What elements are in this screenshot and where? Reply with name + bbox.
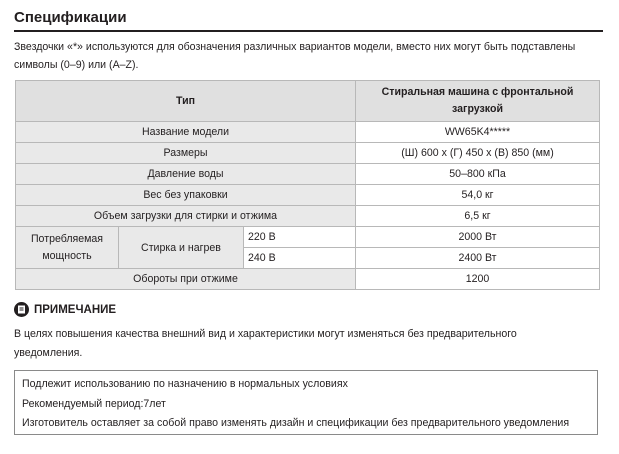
- header-machine-line-2: загрузкой: [452, 103, 503, 115]
- power-label-line-2: мощность: [42, 249, 92, 262]
- row-value: (Ш) 600 x (Г) 450 x (В) 850 (мм): [356, 143, 600, 164]
- table-header-row: [16, 81, 600, 122]
- table-row: [16, 143, 600, 164]
- header-type: Тип: [16, 81, 356, 122]
- row-value: 6,5 кг: [356, 206, 600, 227]
- table-row: [16, 185, 600, 206]
- intro-text-line-2: символы (0–9) или (A–Z).: [14, 59, 139, 71]
- note-text-line-2: уведомления.: [14, 347, 83, 359]
- table-row: [16, 122, 600, 143]
- table-row-power-220: [16, 227, 600, 248]
- intro-text-line-1: Звездочки «*» используются для обозначения различных вариантов модели, вместо них могут быть подставлены: [14, 41, 576, 53]
- compliance-line-2: Рекомендуемый период:7лет: [22, 397, 166, 410]
- compliance-line-1: Подлежит использованию по назначению в нормальных условиях: [22, 378, 348, 390]
- header-machine: [356, 81, 600, 122]
- row-label: Вес без упаковки: [16, 185, 356, 206]
- note-text: [14, 325, 604, 363]
- table-row: [16, 269, 600, 290]
- table-row: [16, 206, 600, 227]
- voltage-220: 220 В: [244, 227, 356, 248]
- note-icon: [14, 302, 29, 317]
- compliance-box: [14, 370, 598, 435]
- title-divider: [14, 30, 603, 32]
- power-label-line-1: Потребляемая: [30, 232, 104, 245]
- row-label: Размеры: [16, 143, 356, 164]
- compliance-line-3: Изготовитель оставляет за собой право изменять дизайн и спецификации без предварительного уведомления: [22, 417, 570, 429]
- note-heading: [14, 302, 116, 317]
- row-value: WW65K4*****: [356, 122, 600, 143]
- row-label: Обороты при отжиме: [16, 269, 356, 290]
- spec-table: [15, 80, 600, 290]
- power-value-220: 2000 Вт: [356, 227, 600, 248]
- row-label: Название модели: [16, 122, 356, 143]
- table-row: [16, 164, 600, 185]
- page-title: Спецификации: [14, 9, 127, 26]
- header-machine-line-1: Стиральная машина с фронтальной: [381, 86, 574, 98]
- row-value: 50–800 кПа: [356, 164, 600, 185]
- note-heading-text: ПРИМЕЧАНИЕ: [34, 303, 117, 316]
- power-sub-label: Стирка и нагрев: [119, 227, 244, 269]
- power-label: [16, 227, 119, 269]
- row-label: Давление воды: [16, 164, 356, 185]
- intro-text: [14, 38, 604, 74]
- row-value: 1200: [356, 269, 600, 290]
- voltage-240: 240 В: [244, 248, 356, 269]
- row-label: Объем загрузки для стирки и отжима: [16, 206, 356, 227]
- power-value-240: 2400 Вт: [356, 248, 600, 269]
- note-text-line-1: В целях повышения качества внешний вид и характеристики могут изменяться без предварительного: [14, 328, 517, 340]
- row-value: 54,0 кг: [356, 185, 600, 206]
